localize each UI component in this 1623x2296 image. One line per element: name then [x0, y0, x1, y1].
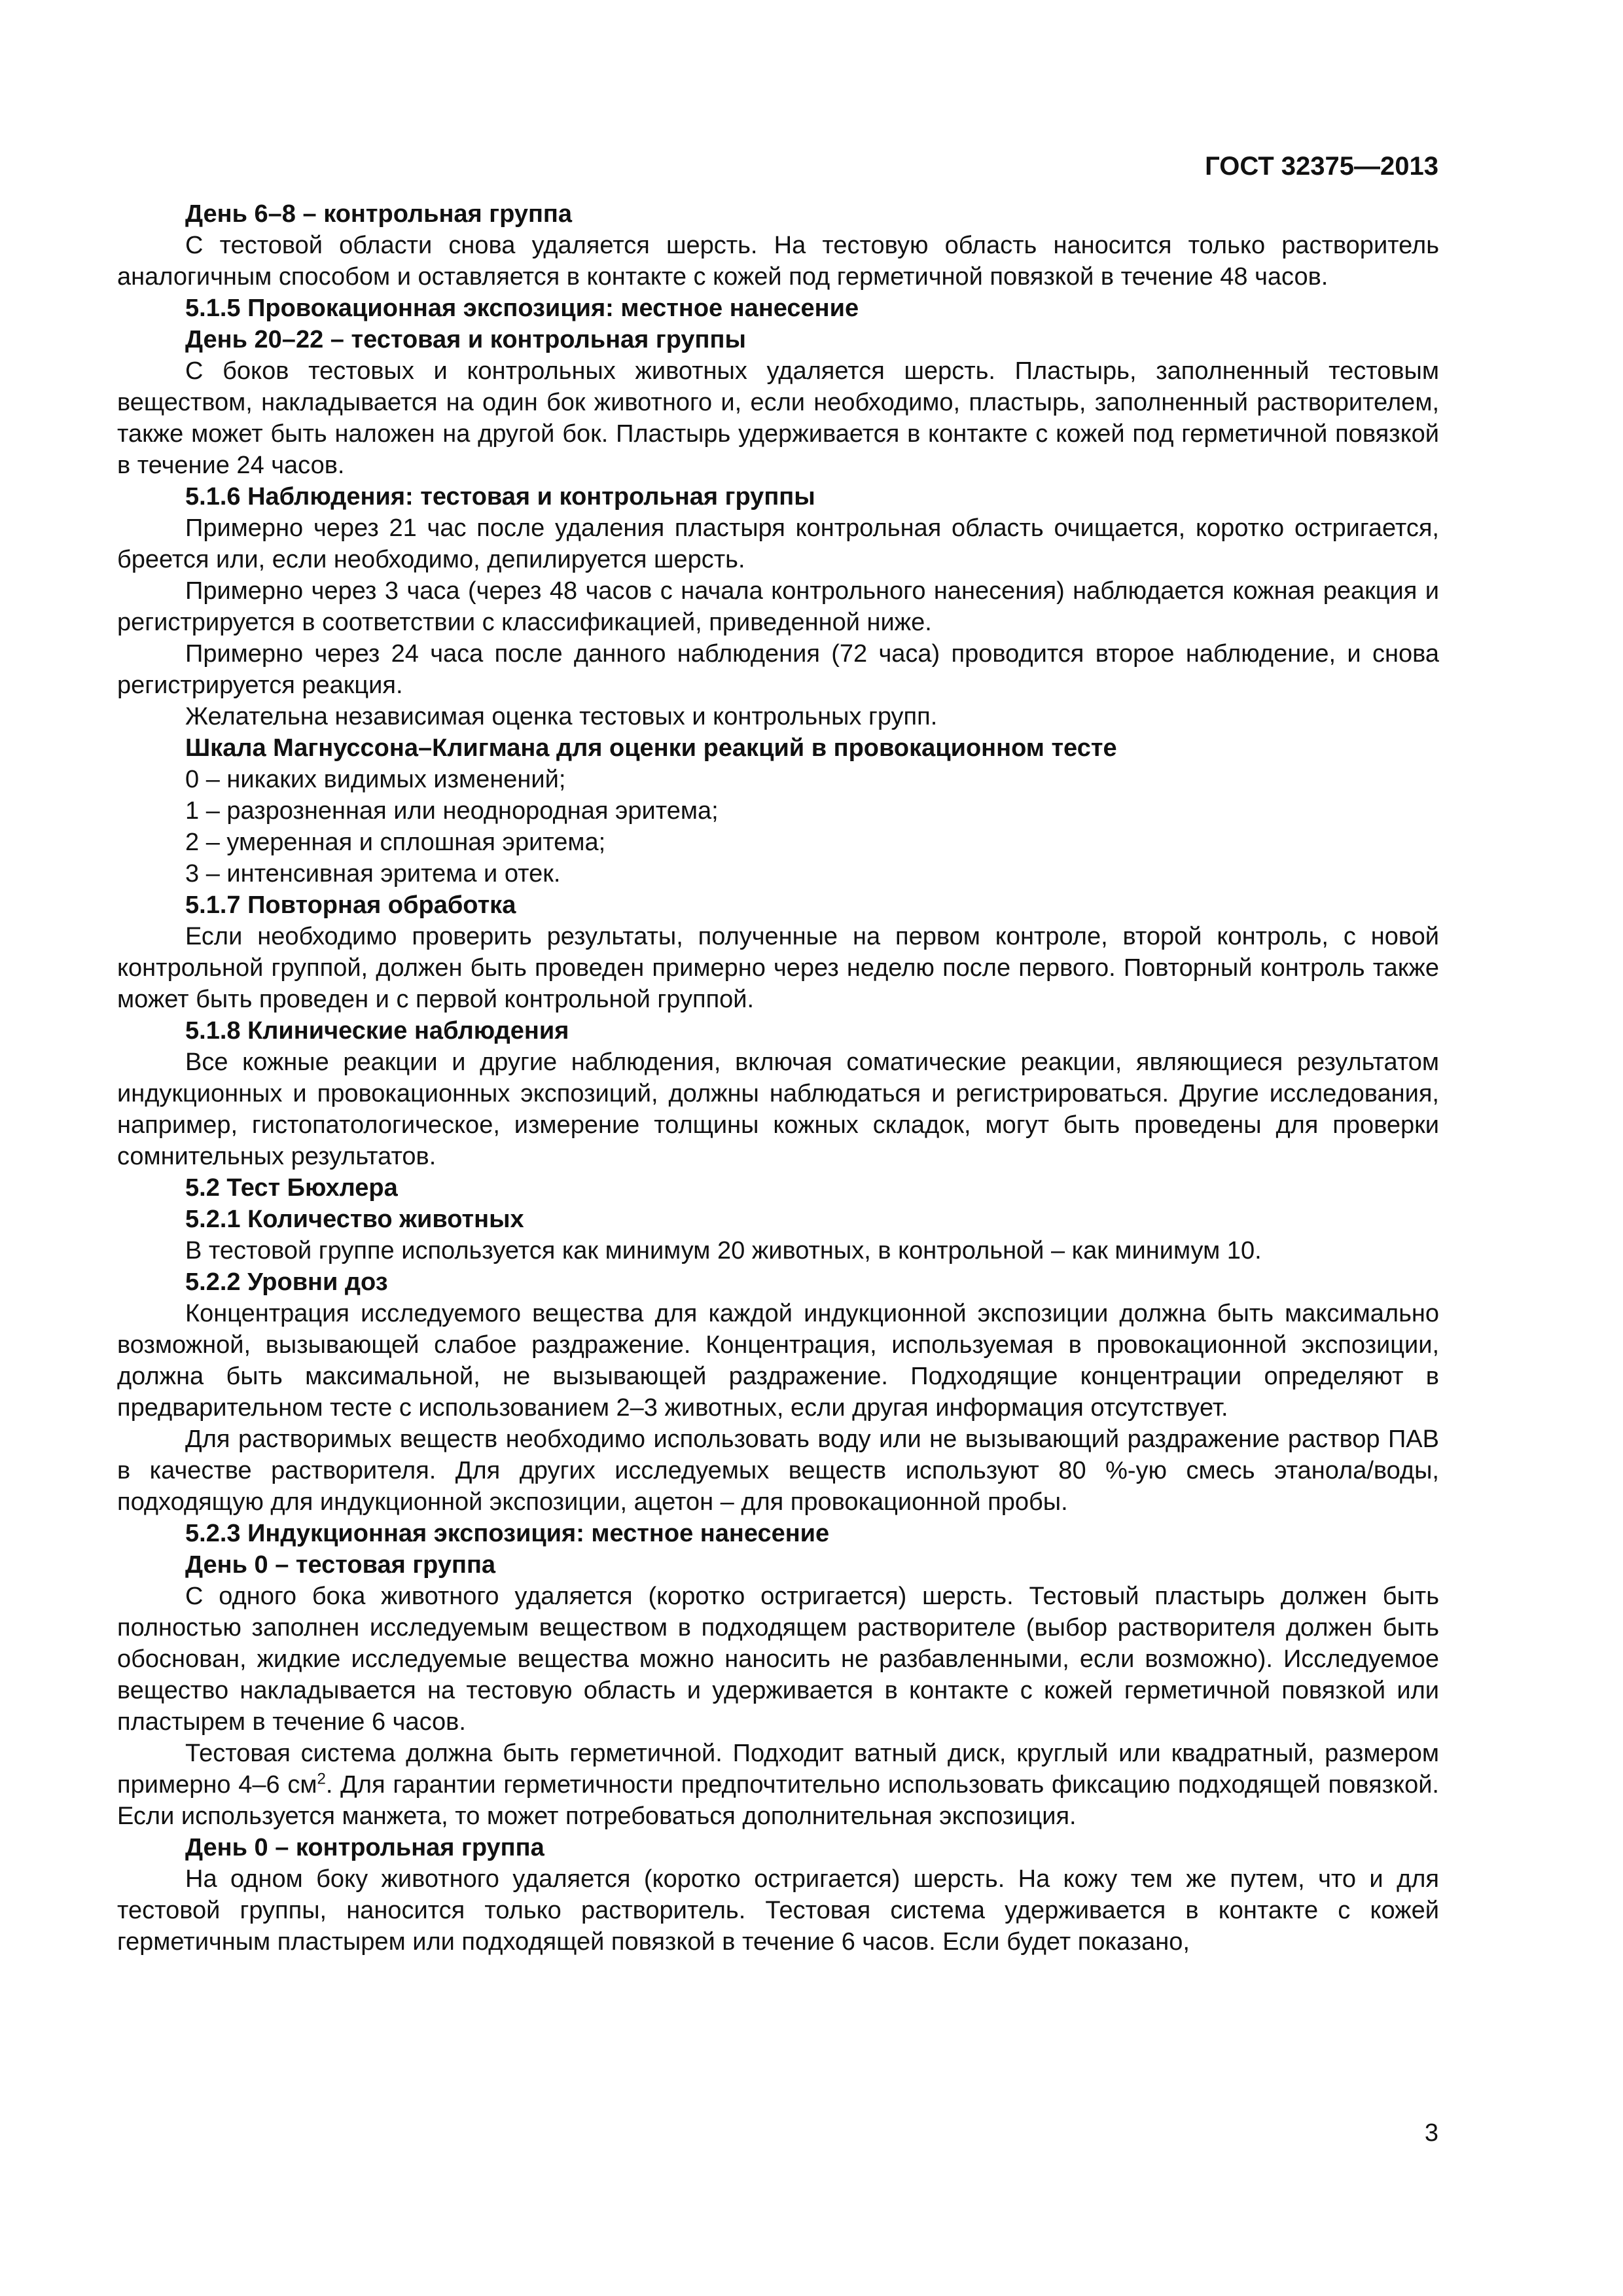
- section-heading: День 0 – тестовая группа: [185, 1551, 496, 1579]
- superscript: 2: [317, 1770, 326, 1788]
- scale-item: 1 – разрозненная или неоднородная эритема;: [185, 797, 719, 825]
- section-heading: День 20–22 – тестовая и контрольная группы: [185, 326, 746, 353]
- section-heading: 5.1.5 Провокационная экспозиция: местное нанесение: [185, 295, 859, 322]
- section-heading: 5.2.1 Количество животных: [185, 1206, 524, 1233]
- paragraph: Примерно через 24 часа после данного наблюдения (72 часа) проводится второе наблюдение, и снова регистрируется реакция.: [117, 640, 1439, 699]
- paragraph: Примерно через 3 часа (через 48 часов с начала контрольного нанесения) наблюдается кожная реакция и регистрируется в соответствии с классификацией, приведенной ниже.: [117, 577, 1439, 636]
- section-heading: 5.1.6 Наблюдения: тестовая и контрольная группы: [185, 483, 815, 511]
- section-heading: День 6–8 – контрольная группа: [185, 200, 572, 228]
- section-heading: 5.2 Тест Бюхлера: [185, 1174, 398, 1202]
- section-heading: 5.2.2 Уровни доз: [185, 1268, 388, 1296]
- section-heading: День 0 – контрольная группа: [185, 1834, 544, 1861]
- paragraph: Концентрация исследуемого вещества для каждой индукционной экспозиции должна быть максимально возможной, вызывающей слабое раздражение. Концентрация, используемая в провокационной экспозиции, должна быть максимальной, не вызывающей раздражение. Подходящие концентрации определяют в предварительном тесте с использованием 2–3 животных, если другая информация отсутствует.: [117, 1300, 1439, 1422]
- scale-item: 2 – умеренная и сплошная эритема;: [185, 829, 606, 856]
- section-heading: 5.1.7 Повторная обработка: [185, 891, 516, 919]
- paragraph: Желательна независимая оценка тестовых и контрольных групп.: [185, 703, 938, 730]
- document-body: [117, 198, 1439, 1958]
- paragraph: С боков тестовых и контрольных животных удаляется шерсть. Пластырь, заполненный тестовым веществом, накладывается на один бок животного и, если необходимо, пластырь, заполненный растворителем, также может быть наложен на другой бок. Пластырь удерживается в контакте с кожей под герметичной повязкой в течение 24 часов.: [117, 357, 1439, 479]
- paragraph: С тестовой области снова удаляется шерсть. На тестовую область наносится только растворитель аналогичным способом и оставляется в контакте с кожей под герметичной повязкой в течение 48 часов.: [117, 232, 1439, 291]
- section-heading: 5.1.8 Клинические наблюдения: [185, 1017, 569, 1045]
- document-standard-number: ГОСТ 32375—2013: [1205, 152, 1438, 181]
- paragraph-text: . Для гарантии герметичности предпочтительно использовать фиксацию подходящей повязкой. Если используется манжета, то может потребоваться дополнительная экспозиция.: [117, 1771, 1439, 1830]
- section-heading: 5.2.3 Индукционная экспозиция: местное нанесение: [185, 1520, 830, 1547]
- page-number: 3: [1424, 2119, 1438, 2147]
- paragraph: [117, 1738, 1439, 1832]
- scale-item: 3 – интенсивная эритема и отек.: [185, 860, 561, 888]
- paragraph-text: Тестовая система должна быть герметичной. Подходит ватный диск, круглый или квадратный, размером примерно 4–6 см: [117, 1740, 1439, 1799]
- scale-item: 0 – никаких видимых изменений;: [185, 766, 566, 793]
- paragraph: С одного бока животного удаляется (коротко остригается) шерсть. Тестовый пластырь должен быть полностью заполнен исследуемым веществом в подходящем растворителе (выбор растворителя должен быть обоснован, жидкие исследуемые вещества можно наносить не разбавленными, если возможно). Исследуемое вещество накладывается на тестовую область и удерживается в контакте с кожей герметичной повязкой или пластырем в течение 6 часов.: [117, 1583, 1439, 1736]
- paragraph: На одном боку животного удаляется (коротко остригается) шерсть. На кожу тем же путем, что и для тестовой группы, наносится только растворитель. Тестовая система удерживается в контакте с кожей герметичным пластырем или подходящей повязкой в течение 6 часов. Если будет показано,: [117, 1865, 1439, 1956]
- paragraph: Для растворимых веществ необходимо использовать воду или не вызывающий раздражение раствор ПАВ в качестве растворителя. Для других исследуемых веществ используют 80 %-ую смесь этанола/воды, подходящую для индукционной экспозиции, ацетон – для провокационной пробы.: [117, 1426, 1439, 1516]
- paragraph: Примерно через 21 час после удаления пластыря контрольная область очищается, коротко остригается, бреется или, если необходимо, депилируется шерсть.: [117, 514, 1439, 573]
- paragraph: Все кожные реакции и другие наблюдения, включая соматические реакции, являющиеся результатом индукционных и провокационных экспозиций, должны наблюдаться и регистрироваться. Другие исследования, например, гистопатологическое, измерение толщины кожных складок, могут быть проведены для проверки сомнительных результатов.: [117, 1049, 1439, 1170]
- paragraph: Если необходимо проверить результаты, полученные на первом контроле, второй контроль, с новой контрольной группой, должен быть проведен примерно через неделю после первого. Повторный контроль также может быть проведен и с первой контрольной группой.: [117, 923, 1439, 1013]
- section-heading: Шкала Магнуссона–Клигмана для оценки реакций в провокационном тесте: [185, 734, 1117, 762]
- paragraph: В тестовой группе используется как минимум 20 животных, в контрольной – как минимум 10.: [185, 1237, 1262, 1265]
